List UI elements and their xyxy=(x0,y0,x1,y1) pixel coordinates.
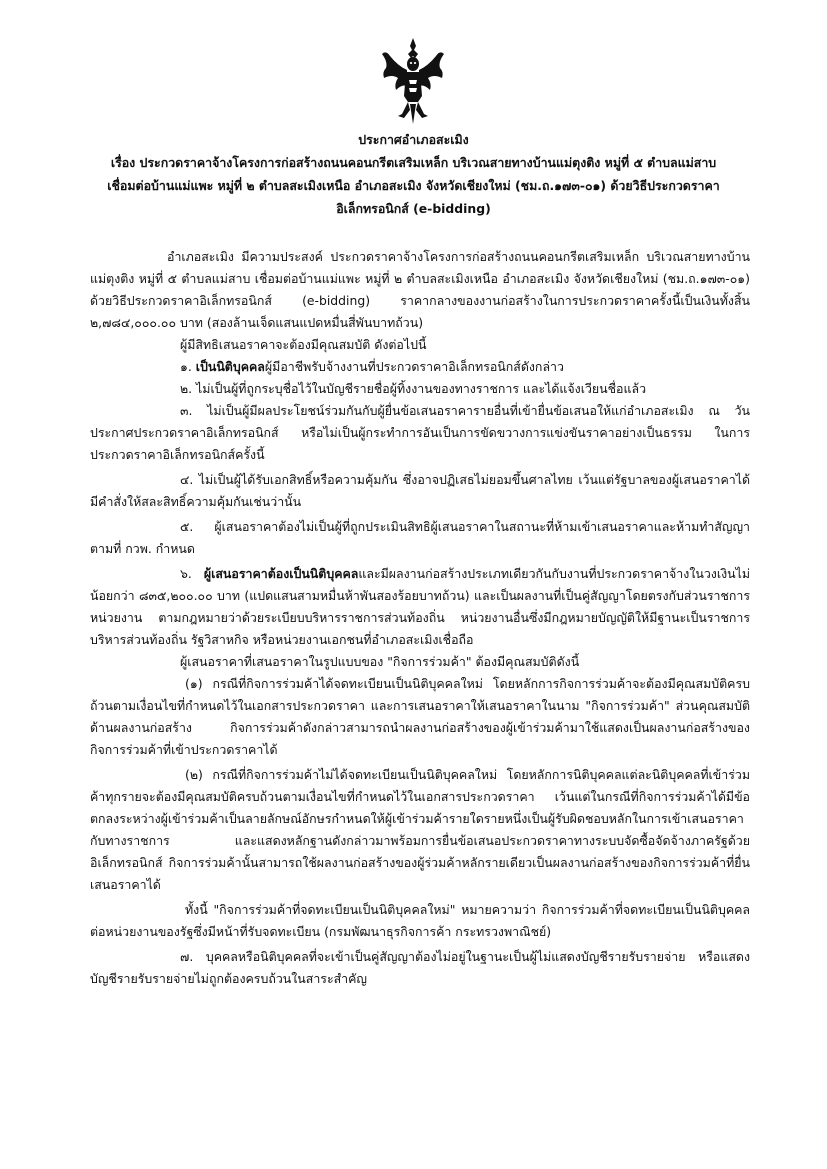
subject-line-3: อิเล็กทรอนิกส์ (e-bidding) xyxy=(336,201,491,216)
qualification-item-5: ๕. ผู้เสนอราคาต้องไม่เป็นผู้ที่ถูกประเมินสิทธิผู้เสนอราคาในสถานะที่ห้ามเข้าเสนอราคาและห้ามทำสัญญาตามที่ กวพ. กำหนด xyxy=(90,519,750,556)
qualification-item-1 xyxy=(90,356,750,378)
subject-line-2: เชื่อมต่อบ้านแม่แพะ หมู่ที่ ๒ ตำบลสะเมิงเหนือ อำเภอสะเมิง จังหวัดเชียงใหม่ (ชม.ถ.๑๗๓-๐๑) ด้วยวิธีประกวดราคา xyxy=(107,178,720,193)
qualification-item-4: ๔. ไม่เป็นผู้ได้รับเอกสิทธิ์หรือความคุ้มกัน ซึ่งอาจปฏิเสธไม่ยอมขึ้นศาลไทย เว้นแต่รัฐบาลของผู้เสนอราคาได้มีคำสั่งให้สละสิทธิ์ความคุ้มกันเช่นว่านั้น xyxy=(90,472,750,509)
qualification-item-6 xyxy=(90,563,750,651)
qualification-intro: ผู้มีสิทธิเสนอราคาจะต้องมีคุณสมบัติ ดังต่อไปนี้ xyxy=(180,337,427,352)
qualification-item-3: ๓. ไม่เป็นผู้มีผลประโยชน์ร่วมกันกับผู้ยื่นข้อเสนอราคารายอื่นที่เข้ายื่นข้อเสนอให้แก่อำเภอสะเมิง ณ วันประกาศประกวดราคาอิเล็กทรอนิกส์ หรือไม่เป็นผู้กระทำการอันเป็นการขัดขวางการแข่งขันราคาอย่างเป็นธรรม ในการประกวดราคาอิเล็กทรอนิกส์ครั้งนี้ xyxy=(90,403,750,462)
joint-venture-clause-2: (๒) กรณีที่กิจการร่วมค้าไม่ได้จดทะเบียนเป็นนิติบุคคลใหม่ โดยหลักการนิติบุคคลแต่ละนิติบุคคลที่เข้าร่วมค้าทุกรายจะต้องมีคุณสมบัติครบถ้วนตามเงื่อนไขที่กำหนดไว้ในเอกสารประกวดราคา เว้นแต่ในกรณีที่กิจการร่วมค้าได้มีข้อตกลงระหว่างผู้เข้าร่วมค้าเป็นลายลักษณ์อักษรกำหนดให้ผู้เข้าร่วมค้ารายใดรายหนึ่งเป็นผู้รับผิดชอบหลักในการเข้าเสนอราคากับทางราชการ และแสดงหลักฐานดังกล่าวมาพร้อมการยื่นข้อเสนอประกวดราคาทางระบบจัดซื้อจัดจ้างภาครัฐด้วยอิเล็กทรอนิกส์ กิจการร่วมค้านั้นสามารถใช้ผลงานก่อสร้างของผู้ร่วมค้าหลักรายเดียวเป็นผลงานก่อสร้างของกิจการร่วมค้าที่ยื่นเสนอราคาได้ xyxy=(90,767,750,892)
office-name: ประกาศอำเภอสะเมิง xyxy=(358,132,469,147)
item-1-bold: เป็นนิติบุคคล xyxy=(195,359,265,374)
intro-paragraph: อำเภอสะเมิง มีความประสงค์ ประกวดราคาจ้างโครงการก่อสร้างถนนคอนกรีตเสริมเหล็ก บริเวณสายทางบ้านแม่ตุงติง หมู่ที่ ๕ ตำบลแม่สาบ เชื่อมต่อบ้านแม่แพะ หมู่ที่ ๒ ตำบลสะเมิงเหนือ อำเภอสะเมิง จังหวัดเชียงใหม่ (ชม.ถ.๑๗๓-๐๑) ด้วยวิธีประกวดราคาอิเล็กทรอนิกส์ (e-bidding) ราคากลางของงานก่อสร้างในการประกวดราคาครั้งนี้เป็นเงินทั้งสิ้น ๒,๗๘๔,๐๐๐.๐๐ บาท (สองล้านเจ็ดแสนแปดหมื่นสี่พันบาทถ้วน) xyxy=(90,249,750,330)
announcement-title xyxy=(70,128,757,220)
garuda-emblem-icon xyxy=(378,36,448,126)
qualification-item-7: ๗. บุคคลหรือนิติบุคคลที่จะเข้าเป็นคู่สัญญาต้องไม่อยู่ในฐานะเป็นผู้ไม่แสดงบัญชีรายรับรายจ่าย หรือแสดงบัญชีรายรับรายจ่ายไม่ถูกต้องครบถ้วนในสาระสำคัญ xyxy=(90,949,750,986)
announcement-body xyxy=(90,246,750,990)
subject-line-1: เรื่อง ประกวดราคาจ้างโครงการก่อสร้างถนนคอนกรีตเสริมเหล็ก บริเวณสายทางบ้านแม่ตุงติง หมู่ที่ ๕ ตำบลแม่สาบ xyxy=(110,155,717,170)
joint-venture-definition: ทั้งนี้ "กิจการร่วมค้าที่จดทะเบียนเป็นนิติบุคคลใหม่" หมายความว่า กิจการร่วมค้าที่จดทะเบียนเป็นนิติบุคคลต่อหน่วยงานของรัฐซึ่งมีหน้าที่รับจดทะเบียน (กรมพัฒนาธุรกิจการค้า กระทรวงพาณิชย์) xyxy=(90,902,750,939)
joint-venture-intro: ผู้เสนอราคาที่เสนอราคาในรูปแบบของ "กิจการร่วมค้า" ต้องมีคุณสมบัติดังนี้ xyxy=(180,654,580,669)
item-1-text: ผู้มีอาชีพรับจ้างงานที่ประกวดราคาอิเล็กทรอนิกส์ดังกล่าว xyxy=(264,359,564,374)
item-1-number: ๑. xyxy=(180,359,192,374)
qualification-item-2: ๒. ไม่เป็นผู้ที่ถูกระบุชื่อไว้ในบัญชีรายชื่อผู้ทิ้งงานของทางราชการ และได้แจ้งเวียนชื่อแล้ว xyxy=(180,381,647,396)
item-6-number: ๖. xyxy=(180,566,192,581)
joint-venture-clause-1: (๑) กรณีที่กิจการร่วมค้าได้จดทะเบียนเป็นนิติบุคคลใหม่ โดยหลักการกิจการร่วมค้าจะต้องมีคุณสมบัติครบถ้วนตามเงื่อนไขที่กำหนดไว้ในเอกสารประกวดราคา และการเสนอราคาให้เสนอราคาในนาม "กิจการร่วมค้า" ส่วนคุณสมบัติด้านผลงานก่อสร้าง กิจการร่วมค้าดังกล่าวสามารถนำผลงานก่อสร้างของผู้เข้าร่วมค้ามาใช้แสดงเป็นผลงานก่อสร้างของกิจการร่วมค้าที่เข้าประกวดราคาได้ xyxy=(90,676,750,757)
item-6-text: และมีผลงานก่อสร้างประเภทเดียวกันกับงานที่ประกวดราคาจ้างในวงเงินไม่น้อยกว่า ๘๓๕,๒๐๐.๐๐ บาท (แปดแสนสามหมื่นห้าพันสองร้อยบาทถ้วน) และเป็นผลงานที่เป็นคู่สัญญาโดยตรงกับส่วนราชการ หน่วยงาน ตามกฎหมายว่าด้วยระเบียบบริหารราชการส่วนท้องถิ่น หน่วยงานอื่นซึ่งมีกฎหมายบัญญัติให้มีฐานะเป็นราชการบริหารส่วนท้องถิ่น รัฐวิสาหกิจ หรือหน่วยงานเอกชนที่อำเภอสะเมิงเชื่อถือ xyxy=(90,566,750,647)
item-6-bold: ผู้เสนอราคาต้องเป็นนิติบุคคล xyxy=(203,566,359,581)
